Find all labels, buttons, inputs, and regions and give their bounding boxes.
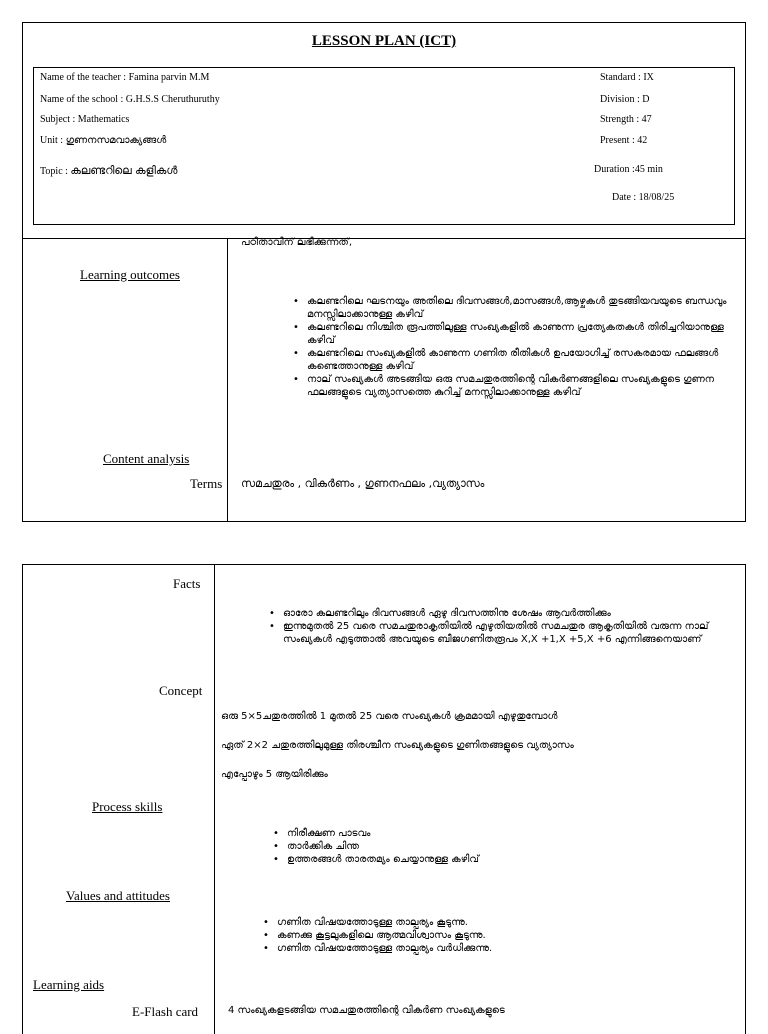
eflash-card-text: 4 സംഖ്യകളടങ്ങിയ സമചതുരത്തിന്റെ വികർണ സംഖ്യകളുടെ [228, 1005, 505, 1016]
list-item: • ഗണിത വിഷയത്തോടുള്ള താല്പര്യം കൂടുന്നു. [277, 916, 747, 929]
date: Date : 18/08/25 [612, 192, 675, 203]
column-divider [227, 239, 228, 522]
learning-outcomes-list [289, 295, 747, 399]
lesson-details-table [23, 238, 745, 522]
eflash-card-label: E-Flash card [132, 1004, 199, 1019]
learning-outcomes-intro: പഠിതാവിന് ലഭിക്കുന്നത്, [241, 237, 353, 248]
unit-value: ഗുണനസമവാക്യങ്ങൾ [65, 135, 167, 146]
column-divider [214, 565, 215, 1034]
concept-line: ഒരു 5×5ചതുരത്തിൽ 1 മുതൽ 25 വരെ സംഖ്യകൾ ക്രമമായി എഴുതുമ്പോൾ [221, 711, 558, 722]
content-analysis-label: Content analysis [103, 451, 190, 466]
unit-label: Unit : [40, 135, 64, 146]
terms-label: Terms [190, 476, 223, 491]
concept-line: ഏത് 2×2 ചതുരത്തിലുമുള്ള തിരശ്ചീന സംഖ്യകളുടെ ഗുണിതങ്ങളുടെ വ്യത്യാസം [221, 740, 574, 751]
values-attitudes-label: Values and attitudes [66, 888, 170, 903]
subject: Subject : Mathematics [40, 114, 130, 125]
learning-outcomes-label: Learning outcomes [80, 267, 180, 282]
topic-value: കലണ്ടറിലെ കളികൾ [70, 164, 178, 177]
topic-label: Topic : [40, 166, 68, 177]
list-item: • താർക്കിക ചിന്ത [287, 840, 747, 853]
list-item: • കലണ്ടറിലെ ഘടനയും അതിലെ ദിവസങ്ങൾ,മാസങ്ങൾ,ആഴ്ചകൾ തുടങ്ങിയവയുടെ ബന്ധവും മനസ്സിലാക്കാനുള്ള കഴിവ് [307, 295, 747, 321]
duration: Duration :45 min [594, 164, 663, 175]
lesson-plan-page-2 [22, 564, 746, 1034]
topic [40, 164, 177, 178]
list-item: • ഉത്തരങ്ങൾ താരതമ്യം ചെയ്യാനുള്ള കഴിവ് [287, 853, 747, 866]
facts-list [265, 607, 753, 646]
list-item: • ഇന്നുമുതൽ 25 വരെ സമചതുരാകൃതിയിൽ എഴുതിയതിൽ സമചതുര ആകൃതിയിൽ വരുന്ന നാല് സംഖ്യകൾ എടുത്താൽ അവയുടെ ബീജഗണിതരൂപം X,X +1,X +5,X +6 എന്നിങ്ങനെയാണ് [283, 620, 753, 646]
learning-aids-label: Learning aids [33, 977, 105, 992]
unit [40, 135, 166, 146]
page-title: LESSON PLAN (ICT) [311, 33, 457, 49]
terms-value: സമചതുരം , വികർണം , ഗുണനഫലം ,വ്യത്യാസം [241, 477, 485, 490]
facts-label: Facts [173, 576, 201, 591]
division: Division : D [600, 94, 650, 105]
values-attitudes-list [259, 916, 747, 955]
list-item: • കണക്കു കൂട്ടലുകളിലെ ആത്മവിശ്വാസം കൂടുന്നു. [277, 929, 747, 942]
process-skills-list [269, 827, 747, 866]
concept-line: എപ്പോഴും 5 ആയിരിക്കും [221, 769, 328, 780]
list-item: • നാല് സംഖ്യകൾ അടങ്ങിയ ഒരു സമചതുരത്തിന്റെ വികർണങ്ങളിലെ സംഖ്യകളുടെ ഗുണന ഫലങ്ങളുടെ വ്യത്യാസത്തെ കുറിച്ച് മനസ്സിലാക്കാനുള്ള കഴിവ് [307, 373, 747, 399]
process-skills-label: Process skills [92, 799, 163, 814]
list-item: • കലണ്ടറിലെ സംഖ്യകളിൽ കാണുന്ന ഗണിത രീതികൾ ഉപയോഗിച്ച് രസകരമായ ഫലങ്ങൾ കണ്ടെത്താനുള്ള കഴിവ് [307, 347, 747, 373]
list-item: • നിരീക്ഷണ പാടവം [287, 827, 747, 840]
standard: Standard : IX [600, 72, 654, 83]
lesson-info-box [33, 67, 735, 225]
teacher-name: Name of the teacher : Famina parvin M.M [40, 72, 210, 83]
list-item: • ഗണിത വിഷയത്തോടുള്ള താല്പര്യം വർധിക്കുന്നു. [277, 942, 747, 955]
lesson-plan-page-1 [22, 22, 746, 522]
concept-label: Concept [159, 683, 203, 698]
present: Present : 42 [600, 135, 648, 146]
strength: Strength : 47 [600, 114, 652, 125]
list-item: • ഓരോ കലണ്ടറിലും ദിവസങ്ങൾ ഏഴു ദിവസത്തിനു ശേഷം ആവർത്തിക്കും [283, 607, 753, 620]
school-name: Name of the school : G.H.S.S Cheruthuruthy [40, 94, 220, 105]
list-item: • കലണ്ടറിലെ നിശ്ചിത രൂപത്തിലുള്ള സംഖ്യകളിൽ കാണുന്ന പ്രത്യേകതകൾ തിരിച്ചറിയാനുള്ള കഴിവ് [307, 321, 747, 347]
